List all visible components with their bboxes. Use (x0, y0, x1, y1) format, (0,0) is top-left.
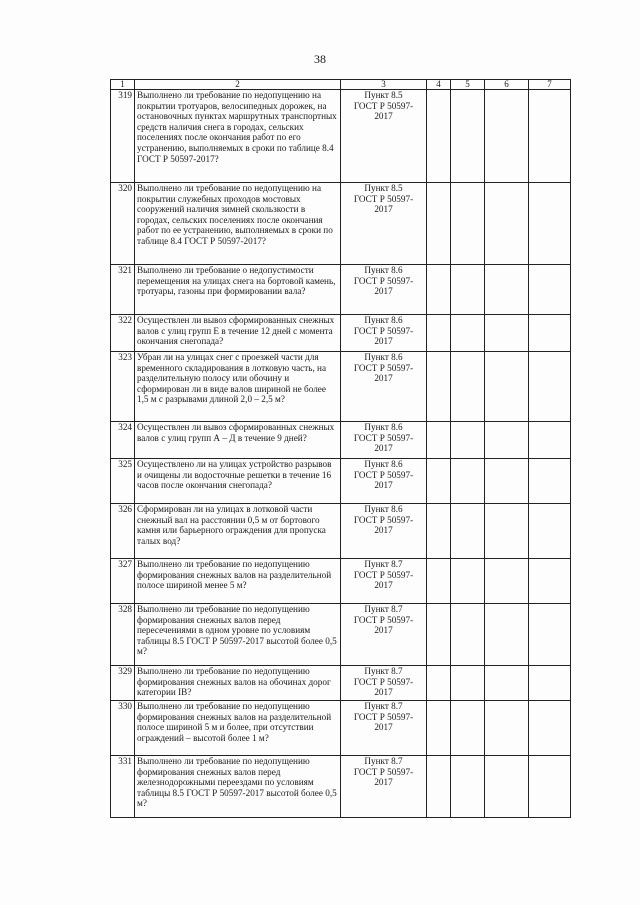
table-row (111, 504, 571, 559)
answer-cell-col-7 (529, 666, 571, 701)
reference-line: ГОСТ Р 50597- (353, 711, 414, 722)
reference-line: Пункт 8.7 (364, 666, 403, 676)
column-header: 1 (111, 80, 135, 90)
table-row (111, 559, 571, 604)
answer-cell-col-5 (451, 504, 485, 559)
answer-cell-col-7 (529, 315, 571, 352)
table-row (111, 666, 571, 701)
row-number: 331 (111, 756, 135, 818)
requirement-text: Выполнено ли требование по недопущению формирования снежных валов перед пересечениями в одном уровне по условиям таблицы 8.5 ГОСТ Р 50597-2017 высотой более 0,5 м? (135, 604, 341, 666)
row-number: 319 (111, 90, 135, 183)
reference-line: 2017 (374, 373, 393, 384)
answer-cell-col-4 (427, 604, 451, 666)
column-header: 3 (341, 80, 427, 90)
requirement-text: Выполнено ли требование по недопущению на покрытии служебных проходов мостовых сооружений наличия зимней скользкости в городах, сельских поселениях после окончания работ по ее устранению, выполняемых в сроки по таблице 8.4 ГОСТ Р 50597-2017? (135, 183, 341, 265)
column-header: 5 (451, 80, 485, 90)
answer-cell-col-6 (485, 183, 529, 265)
answer-cell-col-6 (485, 756, 529, 818)
answer-cell-col-5 (451, 756, 485, 818)
regulation-reference (341, 90, 427, 183)
reference-line: Пункт 8.6 (364, 459, 403, 469)
answer-cell-col-7 (529, 459, 571, 504)
table-row (111, 422, 571, 459)
reference-line: 2017 (374, 580, 393, 591)
requirement-text: Выполнено ли требование по недопущению на покрытии тротуаров, велосипедных дорожек, на остановочных пунктах маршрутных транспортных средств наличия снега в городах, сельских поселениях после окончания работ по его устранению, выполняемых в сроки по таблице 8.4 ГОСТ Р 50597-2017? (135, 90, 341, 183)
answer-cell-col-5 (451, 352, 485, 422)
answer-cell-col-6 (485, 90, 529, 183)
checklist-table (110, 79, 571, 818)
answer-cell-col-4 (427, 459, 451, 504)
row-number: 324 (111, 422, 135, 459)
table-row (111, 352, 571, 422)
row-number: 328 (111, 604, 135, 666)
reference-line: Пункт 8.6 (364, 422, 403, 432)
row-number: 325 (111, 459, 135, 504)
reference-line: Пункт 8.6 (364, 265, 403, 275)
answer-cell-col-4 (427, 352, 451, 422)
answer-cell-col-4 (427, 756, 451, 818)
reference-line: Пункт 8.7 (364, 756, 403, 766)
regulation-reference (341, 701, 427, 756)
answer-cell-col-5 (451, 459, 485, 504)
answer-cell-col-7 (529, 265, 571, 315)
answer-cell-col-4 (427, 422, 451, 459)
regulation-reference (341, 352, 427, 422)
reference-line: 2017 (374, 111, 393, 122)
reference-line: Пункт 8.7 (364, 604, 403, 614)
answer-cell-col-7 (529, 504, 571, 559)
answer-cell-col-5 (451, 604, 485, 666)
answer-cell-col-7 (529, 559, 571, 604)
reference-line: 2017 (374, 777, 393, 788)
reference-line: 2017 (374, 722, 393, 733)
answer-cell-col-4 (427, 666, 451, 701)
answer-cell-col-6 (485, 559, 529, 604)
row-number: 321 (111, 265, 135, 315)
answer-cell-col-5 (451, 559, 485, 604)
reference-line: Пункт 8.5 (364, 90, 403, 100)
table-body (111, 90, 571, 818)
reference-line: ГОСТ Р 50597- (353, 676, 414, 687)
answer-cell-col-4 (427, 701, 451, 756)
answer-cell-col-7 (529, 422, 571, 459)
requirement-text: Убран ли на улицах снег с проезжей части для временного складирования в лотковую часть, на разделительную полосу или обочину и сформирован ли в виде валов шириной не более 1,5 м с разрывами длиной 2,0 – 2,5 м? (135, 352, 341, 422)
row-number: 320 (111, 183, 135, 265)
reference-line: ГОСТ Р 50597- (353, 569, 414, 580)
table-row (111, 315, 571, 352)
answer-cell-col-7 (529, 701, 571, 756)
regulation-reference (341, 504, 427, 559)
regulation-reference (341, 422, 427, 459)
reference-line: ГОСТ Р 50597- (353, 362, 414, 373)
row-number: 322 (111, 315, 135, 352)
regulation-reference (341, 559, 427, 604)
column-header: 7 (529, 80, 571, 90)
requirement-text: Выполнено ли требование о недопустимости перемещения на улицах снега на бортовой камень, тротуары, газоны при формировании вала? (135, 265, 341, 315)
answer-cell-col-5 (451, 183, 485, 265)
answer-cell-col-5 (451, 701, 485, 756)
reference-line: ГОСТ Р 50597- (353, 514, 414, 525)
table-row (111, 90, 571, 183)
reference-line: 2017 (374, 443, 393, 454)
reference-line: ГОСТ Р 50597- (353, 469, 414, 480)
answer-cell-col-5 (451, 666, 485, 701)
regulation-reference (341, 756, 427, 818)
answer-cell-col-6 (485, 604, 529, 666)
answer-cell-col-5 (451, 315, 485, 352)
answer-cell-col-6 (485, 701, 529, 756)
reference-line: ГОСТ Р 50597- (353, 275, 414, 286)
regulation-reference (341, 183, 427, 265)
table-row (111, 183, 571, 265)
reference-line: Пункт 8.6 (364, 504, 403, 514)
answer-cell-col-5 (451, 90, 485, 183)
table-row (111, 265, 571, 315)
answer-cell-col-7 (529, 183, 571, 265)
table-row (111, 701, 571, 756)
row-number: 329 (111, 666, 135, 701)
reference-line: ГОСТ Р 50597- (353, 325, 414, 336)
answer-cell-col-6 (485, 459, 529, 504)
requirement-text: Выполнено ли требование по недопущению формирования снежных валов на разделительной полосе шириной менее 5 м? (135, 559, 341, 604)
reference-line: 2017 (374, 204, 393, 215)
table-row (111, 756, 571, 818)
reference-line: Пункт 8.5 (364, 183, 403, 193)
answer-cell-col-6 (485, 352, 529, 422)
reference-line: Пункт 8.7 (364, 701, 403, 711)
answer-cell-col-6 (485, 315, 529, 352)
answer-cell-col-4 (427, 559, 451, 604)
regulation-reference (341, 265, 427, 315)
answer-cell-col-6 (485, 666, 529, 701)
reference-line: 2017 (374, 525, 393, 536)
reference-line: Пункт 8.6 (364, 352, 403, 362)
regulation-reference (341, 459, 427, 504)
reference-line: ГОСТ Р 50597- (353, 432, 414, 443)
reference-line: ГОСТ Р 50597- (353, 614, 414, 625)
requirement-text: Осуществлен ли вывоз сформированных снежных валов с улиц групп А – Д в течение 9 дней? (135, 422, 341, 459)
reference-line: ГОСТ Р 50597- (353, 193, 414, 204)
requirement-text: Сформирован ли на улицах в лотковой части снежный вал на расстоянии 0,5 м от бортового камня или барьерного ограждения для пропуска талых вод? (135, 504, 341, 559)
regulation-reference (341, 666, 427, 701)
reference-line: 2017 (374, 687, 393, 698)
requirement-text: Выполнено ли требование по недопущению формирования снежных валов на обочинах дорог категории IВ? (135, 666, 341, 701)
table-row (111, 459, 571, 504)
column-header: 4 (427, 80, 451, 90)
regulation-reference (341, 604, 427, 666)
answer-cell-col-6 (485, 422, 529, 459)
answer-cell-col-4 (427, 183, 451, 265)
requirement-text: Осуществлено ли на улицах устройство разрывов и очищены ли водосточные решетки в течение 16 часов после окончания снегопада? (135, 459, 341, 504)
reference-line: 2017 (374, 625, 393, 636)
requirement-text: Выполнено ли требование по недопущению формирования снежных валов перед железнодорожными переездами по условиям таблицы 8.5 ГОСТ Р 50597-2017 высотой более 0,5 м? (135, 756, 341, 818)
table-row (111, 604, 571, 666)
reference-line: Пункт 8.7 (364, 559, 403, 569)
row-number: 327 (111, 559, 135, 604)
reference-line: ГОСТ Р 50597- (353, 766, 414, 777)
reference-line: 2017 (374, 286, 393, 297)
page-number: 38 (314, 52, 326, 66)
answer-cell-col-7 (529, 352, 571, 422)
column-header: 2 (135, 80, 341, 90)
regulation-reference (341, 315, 427, 352)
answer-cell-col-5 (451, 265, 485, 315)
row-number: 330 (111, 701, 135, 756)
row-number: 323 (111, 352, 135, 422)
answer-cell-col-7 (529, 756, 571, 818)
answer-cell-col-7 (529, 90, 571, 183)
requirement-text: Осуществлен ли вывоз сформированных снежных валов с улиц групп Е в течение 12 дней с момента окончания снегопада? (135, 315, 341, 352)
answer-cell-col-4 (427, 90, 451, 183)
reference-line: 2017 (374, 336, 393, 347)
reference-line: Пункт 8.6 (364, 315, 403, 325)
requirement-text: Выполнено ли требование по недопущению формирования снежных валов на разделительной полосе шириной 5 м и более, при отсутствии ограждений – высотой более 1 м? (135, 701, 341, 756)
reference-line: 2017 (374, 480, 393, 491)
answer-cell-col-6 (485, 504, 529, 559)
answer-cell-col-6 (485, 265, 529, 315)
row-number: 326 (111, 504, 135, 559)
answer-cell-col-4 (427, 265, 451, 315)
answer-cell-col-5 (451, 422, 485, 459)
column-header: 6 (485, 80, 529, 90)
answer-cell-col-4 (427, 315, 451, 352)
answer-cell-col-4 (427, 504, 451, 559)
reference-line: ГОСТ Р 50597- (353, 100, 414, 111)
answer-cell-col-7 (529, 604, 571, 666)
table-header-row (111, 80, 571, 90)
